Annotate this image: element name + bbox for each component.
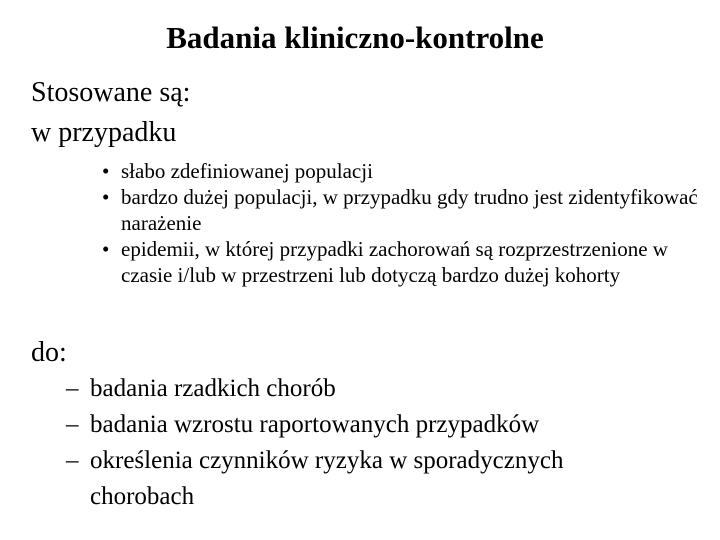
intro-line-in-case: w przypadku [31,117,177,148]
purpose-item [66,443,666,515]
dash-marker: – [66,447,79,474]
slide-title: Badania kliniczno-kontrolne [166,20,544,55]
purpose-item [66,407,666,443]
case-bullet-text: epidemii, w której przypadki zachorowań są rozprzestrzenione w czasie i/lub w przestrzeni lub dotyczą bardzo dużej kohorty [121,237,668,287]
purpose-item [66,371,666,407]
intro-line-applied: Stosowane są: [31,77,191,108]
case-bullet-text: słabo zdefiniowanej populacji [121,159,373,183]
case-bullet-text: bardzo dużej populacji, w przypadku gdy trudno jest zidentyfikować narażenie [121,185,698,235]
dash-marker: – [66,375,79,402]
case-bullet-item [102,236,702,288]
bullet-marker: • [102,185,110,209]
bullet-marker: • [102,159,110,183]
case-bullet-item [102,158,702,184]
purpose-text: określenia czynników ryzyka w sporadycznych chorobach [90,447,564,510]
purpose-text: badania rzadkich chorób [90,375,336,402]
purpose-label: do: [31,337,67,368]
purpose-text: badania wzrostu raportowanych przypadków [90,411,540,438]
purpose-dash-list [66,371,666,515]
case-bullet-item [102,184,702,236]
bullet-marker: • [102,237,110,261]
case-bullet-list [102,158,702,288]
dash-marker: – [66,411,79,438]
